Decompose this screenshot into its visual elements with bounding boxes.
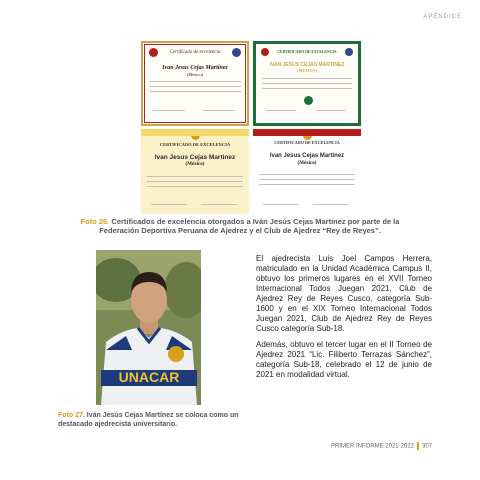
- student-portrait-image: [96, 250, 201, 405]
- caption-text: Iván Jesús Cejas Martínez se coloca como un destacado ajedrecista universitario.: [58, 412, 239, 428]
- certificate-country: (México): [297, 161, 317, 166]
- divider: [262, 83, 352, 84]
- certificate-title: CERTIFICADO DE EXCELENCIA: [277, 50, 337, 54]
- certificate-title: CERTIFICADO DE EXCELENCIA: [159, 142, 231, 147]
- divider: [259, 184, 355, 185]
- certificate-2: [253, 41, 361, 126]
- report-title: PRIMER INFORME 2021-2022: [330, 443, 414, 450]
- page-footer: [331, 442, 432, 450]
- caption-label: Foto 27.: [58, 412, 85, 419]
- medal-icon: [303, 131, 312, 140]
- paragraph-1: El ajedrecista Luis Joel Campos Herrera, matriculado en la Unidad Académica Campus II, obtuvo los primeros lugares en el XVII Torneo Internacional Todos Juegan 2021, Club de Ajedrez Rey de Reyes Cusco, categoría Sub-1600 y en el XIX Torneo Internacional Todos Juegan 2021, Club de Ajedrez Rey de Reyes Cusco categoría Sub-18.: [256, 254, 432, 333]
- signature-line: [203, 110, 235, 111]
- photo-26-caption: [70, 217, 410, 235]
- certificate-4: [253, 129, 361, 214]
- divider: [262, 78, 352, 79]
- medal-icon: [304, 96, 313, 105]
- signature-line: [201, 204, 237, 205]
- divider: [259, 179, 355, 180]
- certificate-country: (México): [185, 162, 205, 167]
- divider: [262, 88, 352, 89]
- green-band: [253, 129, 283, 136]
- certificate-name: Ivan Jesus Cejas Martinez: [154, 154, 236, 161]
- certificate-name: Ivan Jesus Cejas Martinez: [269, 153, 345, 159]
- medal-icon: [191, 131, 200, 140]
- certificate-name: IVAN JESUS CEJAS MARTINEZ: [269, 62, 345, 68]
- divider: [149, 81, 241, 82]
- student-photo: [96, 250, 201, 405]
- signature-line: [316, 110, 346, 111]
- certificates-image: [141, 41, 361, 214]
- certificate-title: CERTIFICADO DE EXCELENCIA: [274, 140, 340, 145]
- divider: [149, 86, 241, 87]
- divider: [259, 174, 355, 175]
- main-text: [256, 254, 432, 386]
- page-number: 307: [421, 443, 432, 450]
- signature-line: [266, 110, 296, 111]
- signature-line: [313, 204, 349, 205]
- signature-line: [153, 110, 185, 111]
- footer-divider: [417, 442, 419, 450]
- certificate-1: [141, 41, 249, 126]
- divider: [147, 186, 243, 187]
- caption-label: Foto 26.: [80, 217, 110, 226]
- certificate-title: Certificado de excelencia: [169, 50, 221, 55]
- paragraph-2: Además, obtuvo el tercer lugar en el II Torneo de Ajedrez 2021 “Lic. Filiberto Terrazas Sánchez”, categoría Sub-18, celebrado el 12 de junio de 2021 en modalidad virtual.: [256, 340, 432, 379]
- shirt-text: UNACAR: [118, 369, 180, 385]
- certificate-name: Ivan Jesus Cejas Martinez: [162, 65, 228, 71]
- header-label: APÉNDICE: [423, 14, 462, 20]
- caption-text: Certificados de excelencia otorgados a Iván Jesús Cejas Martínez por parte de la Federación Deportiva Peruana de Ajedrez y el Club de Ajedrez “Rey de Reyes”.: [99, 217, 400, 235]
- photo-27-caption: [58, 411, 258, 429]
- certificate-country: (MÉXICO): [297, 68, 317, 73]
- signature-line: [151, 204, 187, 205]
- divider: [149, 91, 241, 92]
- divider: [147, 176, 243, 177]
- divider: [147, 181, 243, 182]
- signature-line: [263, 204, 299, 205]
- certificate-country: (México): [186, 72, 204, 77]
- certificate-3: [141, 129, 249, 214]
